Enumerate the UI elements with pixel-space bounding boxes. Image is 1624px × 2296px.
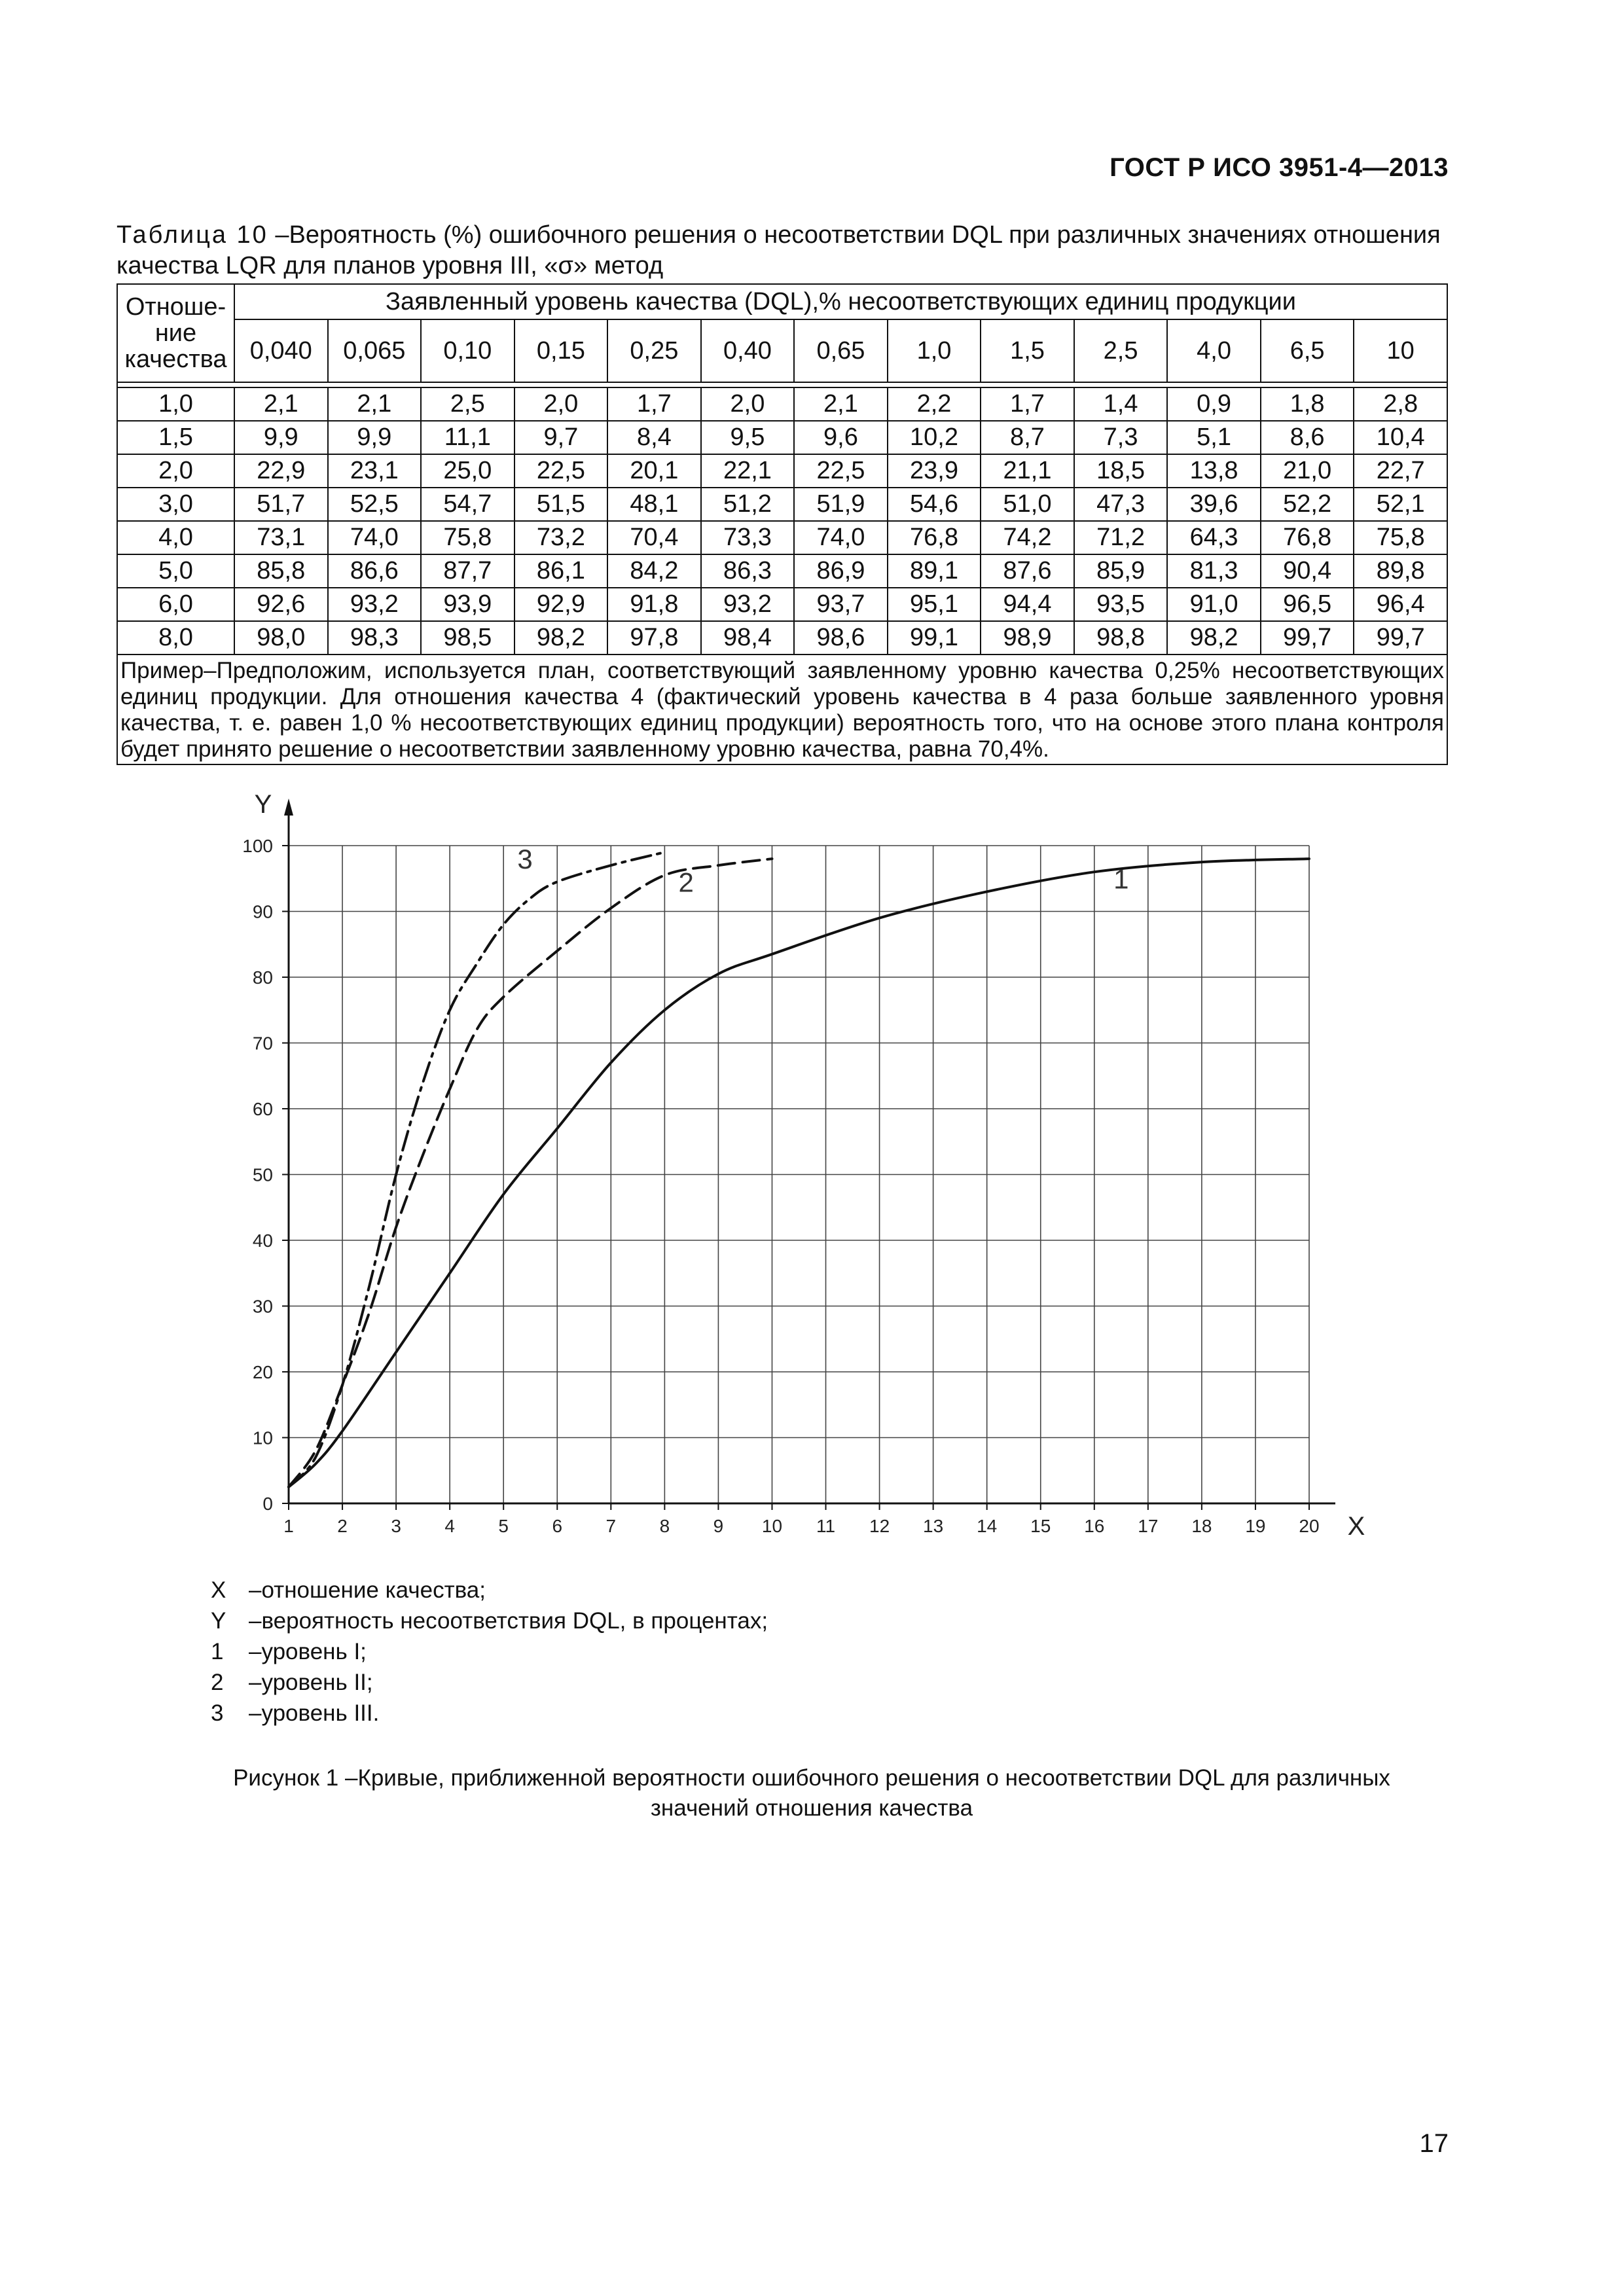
value-cell: 22,1 bbox=[701, 454, 795, 488]
x-tick-label: 8 bbox=[659, 1516, 670, 1536]
value-cell: 51,2 bbox=[701, 488, 795, 521]
ratio-cell: 1,0 bbox=[117, 387, 234, 421]
value-cell: 9,7 bbox=[514, 421, 608, 454]
value-cell: 8,4 bbox=[607, 421, 701, 454]
value-cell: 76,8 bbox=[888, 521, 981, 554]
value-cell: 75,8 bbox=[421, 521, 514, 554]
x-tick-label: 5 bbox=[498, 1516, 509, 1536]
x-tick-label: 20 bbox=[1299, 1516, 1320, 1536]
value-cell: 22,7 bbox=[1354, 454, 1447, 488]
value-cell: 98,2 bbox=[1167, 621, 1261, 655]
value-cell: 9,9 bbox=[328, 421, 422, 454]
value-cell: 52,5 bbox=[328, 488, 422, 521]
value-cell: 71,2 bbox=[1074, 521, 1168, 554]
legend-text: –уровень III. bbox=[249, 1700, 380, 1726]
x-tick-label: 19 bbox=[1245, 1516, 1266, 1536]
figure-caption bbox=[131, 1763, 1492, 1823]
value-cell: 92,6 bbox=[234, 588, 328, 621]
value-cell: 73,3 bbox=[701, 521, 795, 554]
x-tick-label: 13 bbox=[923, 1516, 944, 1536]
value-cell: 2,8 bbox=[1354, 387, 1447, 421]
value-cell: 51,7 bbox=[234, 488, 328, 521]
x-axis-label: X bbox=[1347, 1512, 1365, 1541]
column-header: 2,5 bbox=[1074, 319, 1168, 382]
y-tick-label: 50 bbox=[252, 1164, 273, 1185]
value-cell: 52,1 bbox=[1354, 488, 1447, 521]
column-header: 0,40 bbox=[701, 319, 795, 382]
column-header: 1,0 bbox=[888, 319, 981, 382]
x-tick-label: 12 bbox=[869, 1516, 890, 1536]
value-cell: 97,8 bbox=[607, 621, 701, 655]
x-tick-label: 14 bbox=[977, 1516, 998, 1536]
column-header: 0,065 bbox=[328, 319, 422, 382]
legend-item bbox=[211, 1605, 768, 1636]
curve-label: 2 bbox=[678, 867, 694, 898]
value-cell: 9,9 bbox=[234, 421, 328, 454]
y-tick-label: 70 bbox=[252, 1033, 273, 1054]
legend-text: –вероятность несоответствия DQL, в процентах; bbox=[249, 1608, 768, 1634]
value-cell: 85,8 bbox=[234, 554, 328, 588]
ratio-cell: 4,0 bbox=[117, 521, 234, 554]
y-axis-label: Y bbox=[254, 790, 272, 819]
value-cell: 2,1 bbox=[328, 387, 422, 421]
x-tick-label: 7 bbox=[605, 1516, 617, 1536]
ratio-cell: 5,0 bbox=[117, 554, 234, 588]
value-cell: 2,2 bbox=[888, 387, 981, 421]
curve-label: 3 bbox=[517, 844, 533, 875]
column-header: 10 bbox=[1354, 319, 1447, 382]
value-cell: 86,1 bbox=[514, 554, 608, 588]
value-cell: 0,9 bbox=[1167, 387, 1261, 421]
value-cell: 98,4 bbox=[701, 621, 795, 655]
legend-key: 1 bbox=[211, 1639, 224, 1664]
value-cell: 1,4 bbox=[1074, 387, 1168, 421]
value-cell: 22,5 bbox=[514, 454, 608, 488]
legend-key: Y bbox=[211, 1608, 226, 1634]
value-cell: 86,6 bbox=[328, 554, 422, 588]
column-header: 0,10 bbox=[421, 319, 514, 382]
value-cell: 86,9 bbox=[794, 554, 888, 588]
value-cell: 2,1 bbox=[234, 387, 328, 421]
value-cell: 91,8 bbox=[607, 588, 701, 621]
value-cell: 51,0 bbox=[981, 488, 1074, 521]
value-cell: 93,2 bbox=[328, 588, 422, 621]
value-cell: 2,5 bbox=[421, 387, 514, 421]
value-cell: 70,4 bbox=[607, 521, 701, 554]
column-header: 6,5 bbox=[1261, 319, 1354, 382]
value-cell: 73,1 bbox=[234, 521, 328, 554]
value-cell: 76,8 bbox=[1261, 521, 1354, 554]
ratio-cell: 3,0 bbox=[117, 488, 234, 521]
value-cell: 10,4 bbox=[1354, 421, 1447, 454]
value-cell: 96,5 bbox=[1261, 588, 1354, 621]
value-cell: 98,5 bbox=[421, 621, 514, 655]
x-tick-label: 2 bbox=[337, 1516, 348, 1536]
y-tick-label: 0 bbox=[262, 1494, 273, 1514]
value-cell: 11,1 bbox=[421, 421, 514, 454]
legend-text: –уровень II; bbox=[249, 1670, 373, 1695]
ratio-cell: 6,0 bbox=[117, 588, 234, 621]
table-caption-text: –Вероятность (%) ошибочного решения о несоответствии DQL при различных значениях отношения качества LQR для планов уровня III, «σ» метод bbox=[117, 221, 1441, 279]
value-cell: 9,5 bbox=[701, 421, 795, 454]
y-tick-label: 10 bbox=[252, 1427, 273, 1448]
value-cell: 91,0 bbox=[1167, 588, 1261, 621]
table-caption-lead: Таблица 10 bbox=[117, 221, 268, 249]
value-cell: 86,3 bbox=[701, 554, 795, 588]
legend-item bbox=[211, 1636, 768, 1667]
value-cell: 99,7 bbox=[1354, 621, 1447, 655]
column-header: 0,25 bbox=[607, 319, 701, 382]
legend-item bbox=[211, 1698, 768, 1729]
value-cell: 74,0 bbox=[328, 521, 422, 554]
figure-caption-line2: значений отношения качества bbox=[650, 1795, 973, 1821]
page-number: 17 bbox=[1419, 2129, 1449, 2158]
value-cell: 89,8 bbox=[1354, 554, 1447, 588]
value-cell: 47,3 bbox=[1074, 488, 1168, 521]
value-cell: 98,6 bbox=[794, 621, 888, 655]
x-tick-label: 9 bbox=[713, 1516, 724, 1536]
standard-header: ГОСТ Р ИСО 3951-4—2013 bbox=[1110, 153, 1449, 182]
value-cell: 96,4 bbox=[1354, 588, 1447, 621]
value-cell: 84,2 bbox=[607, 554, 701, 588]
x-tick-label: 6 bbox=[552, 1516, 563, 1536]
ratio-cell: 2,0 bbox=[117, 454, 234, 488]
legend-item bbox=[211, 1575, 768, 1605]
legend-text: –отношение качества; bbox=[249, 1577, 486, 1603]
value-cell: 2,0 bbox=[514, 387, 608, 421]
value-cell: 8,6 bbox=[1261, 421, 1354, 454]
y-tick-label: 60 bbox=[252, 1099, 273, 1119]
legend-key: 2 bbox=[211, 1670, 224, 1695]
y-tick-label: 90 bbox=[252, 901, 273, 922]
row-header-label: Отноше-ние качества bbox=[117, 284, 234, 382]
value-cell: 7,3 bbox=[1074, 421, 1168, 454]
figure-legend bbox=[211, 1575, 768, 1729]
value-cell: 51,9 bbox=[794, 488, 888, 521]
value-cell: 22,5 bbox=[794, 454, 888, 488]
value-cell: 74,2 bbox=[981, 521, 1074, 554]
value-cell: 98,3 bbox=[328, 621, 422, 655]
x-tick-label: 15 bbox=[1030, 1516, 1051, 1536]
value-cell: 22,9 bbox=[234, 454, 328, 488]
value-cell: 93,9 bbox=[421, 588, 514, 621]
y-tick-label: 20 bbox=[252, 1362, 273, 1382]
value-cell: 75,8 bbox=[1354, 521, 1447, 554]
value-cell: 93,7 bbox=[794, 588, 888, 621]
x-tick-label: 16 bbox=[1084, 1516, 1105, 1536]
curve-level-1 bbox=[289, 859, 1309, 1487]
value-cell: 98,8 bbox=[1074, 621, 1168, 655]
value-cell: 21,0 bbox=[1261, 454, 1354, 488]
value-cell: 20,1 bbox=[607, 454, 701, 488]
value-cell: 85,9 bbox=[1074, 554, 1168, 588]
value-cell: 92,9 bbox=[514, 588, 608, 621]
value-cell: 8,7 bbox=[981, 421, 1074, 454]
value-cell: 21,1 bbox=[981, 454, 1074, 488]
curve-level-3 bbox=[289, 852, 664, 1487]
value-cell: 93,5 bbox=[1074, 588, 1168, 621]
value-cell: 81,3 bbox=[1167, 554, 1261, 588]
value-cell: 18,5 bbox=[1074, 454, 1168, 488]
value-cell: 1,7 bbox=[981, 387, 1074, 421]
value-cell: 87,7 bbox=[421, 554, 514, 588]
value-cell: 23,1 bbox=[328, 454, 422, 488]
column-header: 0,040 bbox=[234, 319, 328, 382]
value-cell: 1,8 bbox=[1261, 387, 1354, 421]
y-axis-arrow bbox=[284, 798, 293, 816]
value-cell: 74,0 bbox=[794, 521, 888, 554]
curve-label: 1 bbox=[1113, 863, 1129, 895]
value-cell: 93,2 bbox=[701, 588, 795, 621]
table-note: Пример–Предположим, используется план, соответствующий заявленному уровню качества 0,25% несоответствующих единиц продукции. Для отношения качества 4 (фактический уровень качества в 4 раза больше заявленного уровня качества, т. е. равен 1,0 % несоответствующих единиц продукции) вероятность того, что на основе этого плана контроля будет принято решение о несоответствии заявленному уровню качества, равна 70,4%. bbox=[117, 655, 1447, 764]
curve-level-2 bbox=[289, 859, 772, 1487]
value-cell: 94,4 bbox=[981, 588, 1074, 621]
x-tick-label: 18 bbox=[1191, 1516, 1212, 1536]
value-cell: 25,0 bbox=[421, 454, 514, 488]
value-cell: 73,2 bbox=[514, 521, 608, 554]
legend-text: –уровень I; bbox=[249, 1639, 367, 1664]
figure-caption-line1: Рисунок 1 –Кривые, приближенной вероятности ошибочного решения о несоответствии DQL для различных bbox=[233, 1765, 1390, 1791]
value-cell: 64,3 bbox=[1167, 521, 1261, 554]
legend-key: 3 bbox=[211, 1700, 224, 1726]
value-cell: 89,1 bbox=[888, 554, 981, 588]
y-tick-label: 100 bbox=[242, 836, 273, 856]
value-cell: 98,2 bbox=[514, 621, 608, 655]
x-tick-label: 3 bbox=[391, 1516, 401, 1536]
value-cell: 48,1 bbox=[607, 488, 701, 521]
x-tick-label: 11 bbox=[816, 1516, 836, 1536]
column-header: 0,15 bbox=[514, 319, 608, 382]
value-cell: 5,1 bbox=[1167, 421, 1261, 454]
y-tick-label: 80 bbox=[252, 967, 273, 988]
x-tick-label: 4 bbox=[444, 1516, 455, 1536]
x-tick-label: 1 bbox=[283, 1516, 294, 1536]
x-tick-label: 10 bbox=[761, 1516, 783, 1536]
value-cell: 54,7 bbox=[421, 488, 514, 521]
value-cell: 95,1 bbox=[888, 588, 981, 621]
y-tick-label: 30 bbox=[252, 1296, 273, 1317]
value-cell: 10,2 bbox=[888, 421, 981, 454]
value-cell: 2,1 bbox=[794, 387, 888, 421]
value-cell: 99,1 bbox=[888, 621, 981, 655]
value-cell: 51,5 bbox=[514, 488, 608, 521]
y-tick-label: 40 bbox=[252, 1230, 273, 1251]
x-tick-label: 17 bbox=[1138, 1516, 1159, 1536]
value-cell: 13,8 bbox=[1167, 454, 1261, 488]
value-cell: 54,6 bbox=[888, 488, 981, 521]
value-cell: 98,9 bbox=[981, 621, 1074, 655]
ratio-cell: 1,5 bbox=[117, 421, 234, 454]
legend-key: X bbox=[211, 1577, 226, 1603]
column-header: 4,0 bbox=[1167, 319, 1261, 382]
column-header: 1,5 bbox=[981, 319, 1074, 382]
value-cell: 39,6 bbox=[1167, 488, 1261, 521]
value-cell: 1,7 bbox=[607, 387, 701, 421]
legend-item bbox=[211, 1667, 768, 1698]
value-cell: 87,6 bbox=[981, 554, 1074, 588]
column-header: 0,65 bbox=[794, 319, 888, 382]
group-header: Заявленный уровень качества (DQL),% несоответствующих единиц продукции bbox=[234, 284, 1447, 319]
value-cell: 9,6 bbox=[794, 421, 888, 454]
value-cell: 2,0 bbox=[701, 387, 795, 421]
value-cell: 90,4 bbox=[1261, 554, 1354, 588]
ratio-cell: 8,0 bbox=[117, 621, 234, 655]
value-cell: 52,2 bbox=[1261, 488, 1354, 521]
value-cell: 23,9 bbox=[888, 454, 981, 488]
value-cell: 99,7 bbox=[1261, 621, 1354, 655]
value-cell: 98,0 bbox=[234, 621, 328, 655]
